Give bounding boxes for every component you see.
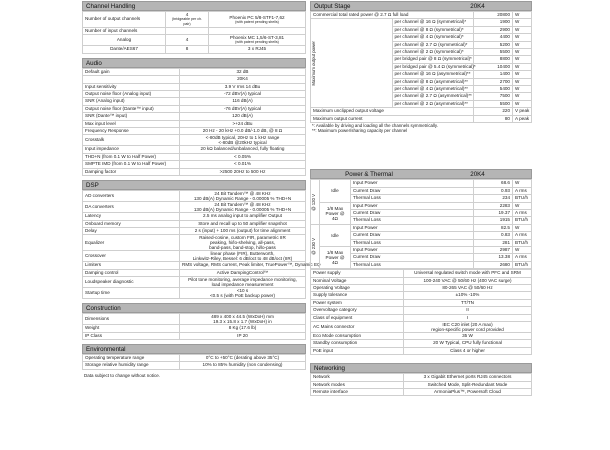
row-label: Output noise floor (Dante™ input) [83, 105, 180, 112]
section-header-channel-handling: Channel Handling [82, 1, 306, 11]
row-unit: W [513, 63, 532, 70]
row-label: per channel @ 4 Ω (asymmetrical)** [392, 86, 474, 93]
row-unit: A rms [513, 187, 532, 194]
row-value: 1400 [474, 71, 513, 78]
table-row [311, 374, 532, 381]
row-value: 20800 [474, 12, 513, 19]
row-value: 1915 [474, 217, 513, 224]
row-label: Delay [83, 227, 180, 234]
row-value: 32 dB [180, 68, 306, 75]
row-value: IEC C20 inlet (20 A max) region-specific power cord provided [404, 322, 532, 333]
row-unit: W [513, 246, 532, 253]
row-detail [209, 12, 306, 28]
row-value: -76 dBV(A) typical [180, 105, 306, 112]
table-row [311, 381, 532, 388]
row-value: 0.83 [474, 232, 513, 239]
row-value: Universal regulated switch mode with PFC and SRM [404, 270, 532, 277]
row-label: per channel @ 2 Ω (symmetrical)* [392, 49, 474, 56]
row-label: Maximum output current [311, 115, 474, 122]
row-value-sub: (bridgeable per ch. pair) [172, 17, 202, 26]
section-header-dsp: DSP [82, 180, 306, 190]
group-label: 1/8 Max Power @ 4Ω [320, 246, 351, 268]
row-unit: W [513, 202, 532, 209]
row-value: -72 dBV(A) typical [180, 91, 306, 98]
table-row [83, 202, 306, 213]
row-label: Thermal Loss [351, 195, 474, 202]
row-unit: W [513, 100, 532, 107]
table-row [83, 83, 306, 90]
row-label: Input Power [351, 202, 474, 209]
table-row [83, 332, 306, 339]
row-unit: W [513, 56, 532, 63]
row-label: Network modes [311, 381, 404, 388]
row-value: RMS voltage, RMS current, Peak limiter, TruePower™, Dynamic EQ [180, 262, 306, 269]
group-label: 1/8 Max Power @ 4Ω [320, 202, 351, 224]
table-row [83, 314, 306, 325]
table-row [83, 262, 306, 269]
row-label: Thermal Loss [351, 261, 474, 268]
output-stage-table [310, 11, 532, 123]
row-value: 68.6 [474, 180, 513, 187]
row-value: 489 x 400 x 44.5 (WxDxH) mm 19.3 x 15.8 x 1.7 (WxDxH) in [180, 314, 306, 325]
row-value: 234 [474, 195, 513, 202]
row-label: per channel @ 2.7 Ω (symmetrical)* [392, 41, 474, 48]
table-row [83, 120, 306, 127]
row-value: Pilot tone monitoring, average impedance monitoring, load impedance measurement [180, 277, 306, 288]
section-header-networking: Networking [310, 363, 532, 373]
row-label: Storage relative humidity range [83, 362, 180, 369]
side-label-text: Maximum output power [311, 41, 316, 86]
table-row [83, 153, 306, 160]
row-value: 220 [474, 108, 513, 115]
row-label: per bridged pair @ 5.4 Ω (symmetrical)* [392, 63, 474, 70]
side-label [311, 19, 393, 108]
row-value: 281 [474, 239, 513, 246]
row-label: per channel @ 2.7 Ω (asymmetrical)** [392, 93, 474, 100]
row-value: 4 [166, 35, 209, 46]
table-row [311, 202, 532, 209]
row-label: Maximum unclipped output voltage [311, 108, 474, 115]
table-row [311, 224, 532, 231]
table-row [83, 135, 306, 146]
table-row [83, 220, 306, 227]
row-value: 2680 [474, 261, 513, 268]
section-header-environmental: Environmental [82, 344, 306, 354]
row-value: 2700 [474, 78, 513, 85]
row-value: 5400 [474, 86, 513, 93]
row-label: SNR (Analog input) [83, 98, 180, 105]
row-label: DA converters [83, 202, 180, 213]
table-row [83, 277, 306, 288]
row-value: 8 [166, 46, 209, 53]
row-unit: BTU/h [513, 217, 532, 224]
row-label: Latency [83, 213, 180, 220]
row-value: 24 Bit Tandem™ @ 48 KHz 130 dB(A) Dynamic Range - 0.00005 % THD+N [180, 191, 306, 202]
row-value: ArmoniaPlus™, Powersoft Cloud [404, 389, 532, 396]
row-value: Class 4 or higher [404, 347, 532, 354]
row-value-main: 4 [185, 12, 189, 17]
power-thermal-title: Power & Thermal [345, 171, 393, 179]
row-label: Operating Voltage [311, 284, 404, 291]
row-value: 20 kΩ balanced/unbalanced, fully floating [180, 146, 306, 153]
row-detail [209, 35, 306, 46]
table-row [311, 314, 532, 321]
row-label: Supply tolerance [311, 292, 404, 299]
row-value: 2283 [474, 202, 513, 209]
section-header-power-thermal [310, 169, 532, 179]
row-value: 5500 [474, 49, 513, 56]
row-label: Crosstalk [83, 135, 180, 146]
row-value: 10% to 85% humidity (non condensing) [180, 362, 306, 369]
table-row [83, 213, 306, 220]
row-value: 2900 [474, 26, 513, 33]
row-unit: W [513, 34, 532, 41]
row-value [166, 12, 209, 28]
row-label: SNR (Dante™ input) [83, 113, 180, 120]
row-label: per channel @ 8 Ω (asymmetrical)** [392, 78, 474, 85]
row-label: per bridged pair @ 8 Ω (symmetrical)* [392, 56, 474, 63]
row-value: Switched Mode, Split-Redundant Mode [404, 381, 532, 388]
row-unit: A rms [513, 254, 532, 261]
voltage-label [311, 180, 320, 224]
power-groups-table [310, 179, 532, 269]
row-label: Max input level [83, 120, 180, 127]
row-value: 20K4 [180, 76, 306, 83]
row-label: AD converters [83, 191, 180, 202]
output-stage-column-label: 20K4 [470, 3, 485, 10]
power-table [310, 269, 532, 355]
table-row [311, 347, 532, 354]
row-value: linear phase (FIR), Butterworth, Linkwitz-Riley, Bessel: 6 dB/oct to 48 dB/oct (IIR) [180, 251, 306, 262]
row-label: Current Draw [351, 254, 474, 261]
audio-table [82, 68, 306, 176]
row-label: per channel @ 16 Ω (asymmetrical)** [392, 71, 474, 78]
row-detail-sub: (with patent pending shells) [235, 19, 279, 24]
table-row [83, 251, 306, 262]
table-row [311, 340, 532, 347]
row-label: SMPTE IMD (from 0.1 W to Half Power) [83, 161, 180, 168]
row-value: 82.5 [474, 224, 513, 231]
row-label: Eco Mode consumption [311, 333, 404, 340]
row-label: Weight [83, 325, 180, 332]
row-value: 20 W Typical, CPU fully functional [404, 340, 532, 347]
row-unit: W [513, 180, 532, 187]
row-unit: BTU/h [513, 195, 532, 202]
row-label: Power system [311, 299, 404, 306]
table-row [83, 288, 306, 299]
row-unit: W [513, 49, 532, 56]
table-row [311, 292, 532, 299]
row-value: 5200 [474, 41, 513, 48]
row-unit: W [513, 26, 532, 33]
row-value: 5500 [474, 100, 513, 107]
row-value: 3 x Gigabit Ethernet ports RJ45 connectors [404, 374, 532, 381]
row-unit: A rms [513, 232, 532, 239]
table-row [311, 299, 532, 306]
table-row [311, 246, 532, 253]
row-label: per channel @ 16 Ω (symmetrical)* [392, 19, 474, 26]
row-unit: W [513, 93, 532, 100]
row-label: Loudspeaker diagnostic [83, 277, 180, 288]
section-header-audio: Audio [82, 58, 306, 68]
row-value: < 0.05% [180, 153, 306, 160]
table-row [311, 389, 532, 396]
row-value: >2500 20Hz to 500 Hz [180, 168, 306, 175]
row-label: Frequency Response [83, 128, 180, 135]
row-value: ±10% -10% [404, 292, 532, 299]
row-value: 1900 [474, 19, 513, 26]
row-label: Number of output channels [83, 12, 166, 28]
row-label: Input Power [351, 180, 474, 187]
networking-table [310, 373, 532, 396]
right-column [310, 0, 532, 396]
table-row [311, 270, 532, 277]
voltage-label [311, 224, 320, 268]
row-label: Input impedance [83, 146, 180, 153]
row-value: 13.38 [474, 254, 513, 261]
table-row [83, 325, 306, 332]
row-value: 116 dB(A) [180, 98, 306, 105]
row-detail-sub: (with patent pending shells) [235, 40, 279, 45]
row-unit: W [513, 41, 532, 48]
row-label: AC Mains connector [311, 322, 404, 333]
row-unit: W [513, 86, 532, 93]
row-label [83, 76, 180, 83]
row-label: Overvoltage category [311, 307, 404, 314]
row-value [166, 28, 209, 35]
table-row [311, 333, 532, 340]
voltage-label-text: @ 230 V [311, 238, 316, 255]
table-row [83, 46, 306, 53]
row-label: Current Draw [351, 232, 474, 239]
row-value: 3.9 V rms 14 dBu [180, 83, 306, 90]
table-row [83, 161, 306, 168]
row-value: TT/TN [404, 299, 532, 306]
row-value: 8800 [474, 56, 513, 63]
row-label: Crossover [83, 251, 180, 262]
row-label: Remote interface [311, 389, 404, 396]
table-row [83, 191, 306, 202]
table-row [83, 168, 306, 175]
row-unit: A peak [513, 115, 532, 122]
table-row [83, 28, 306, 35]
row-value: IP 20 [180, 332, 306, 339]
row-label: per channel @ 4 Ω (symmetrical)* [392, 34, 474, 41]
row-detail: 3 x RJ45 [209, 46, 306, 53]
row-value: Active DampingControl™ [180, 269, 306, 276]
construction-table [82, 313, 306, 340]
table-row [311, 322, 532, 333]
row-value: 35 W [404, 333, 532, 340]
row-label: per channel @ 2 Ω (asymmetrical)** [392, 100, 474, 107]
row-label: Class of equipment [311, 314, 404, 321]
row-label: Onboard memory [83, 220, 180, 227]
table-row [83, 76, 306, 83]
row-label: IP Class [83, 332, 180, 339]
group-label: Idle [320, 180, 351, 202]
table-row [311, 180, 532, 187]
row-label: Input sensitivity [83, 83, 180, 90]
row-value: II [404, 307, 532, 314]
row-unit: V peak [513, 108, 532, 115]
row-value: >+24 dBu [180, 120, 306, 127]
row-value: 2.5 ms analog input to amplifier Output [180, 213, 306, 220]
table-row [311, 115, 532, 122]
row-value: 2987 [474, 246, 513, 253]
table-row [83, 98, 306, 105]
row-value: 24 Bit Tandem™ @ 48 KHz 130 dB(A) Dynamic Range - 0.00005 % THD+N [180, 202, 306, 213]
section-header-output-stage [310, 1, 532, 11]
row-detail-main: Phoenix PC 5/8-STF1-7,62 [229, 14, 285, 20]
row-label: PoE input [311, 347, 404, 354]
table-row [311, 12, 532, 19]
row-value: 19.37 [474, 209, 513, 216]
row-unit: BTU/h [513, 261, 532, 268]
power-thermal-column-label: 20K4 [470, 171, 485, 179]
row-value: 10400 [474, 63, 513, 70]
row-label: Dante/AES67 [83, 46, 166, 53]
table-row [83, 146, 306, 153]
table-row [311, 277, 532, 284]
footnote: Data subject to change without notice. [84, 372, 161, 378]
table-row [83, 68, 306, 75]
row-unit: BTU/h [513, 239, 532, 246]
row-label: Startup time [83, 288, 180, 299]
table-row [311, 284, 532, 291]
row-label: Input Power [351, 246, 474, 253]
row-value: Raised-cosine, custom FIR, parametric IIR peaking, hi/lo-shelving, all-pass, band-pass, band-stop, hi/lo-pass [180, 235, 306, 251]
row-label: Damping control [83, 269, 180, 276]
row-value: 20 Hz - 20 kHz +0.0 dB/-1.0 dB, @ 8 Ω [180, 128, 306, 135]
table-row [83, 354, 306, 361]
table-row [83, 128, 306, 135]
table-row [83, 269, 306, 276]
table-row [83, 362, 306, 369]
table-row [83, 12, 306, 28]
row-unit: W [513, 19, 532, 26]
row-value: I [404, 314, 532, 321]
row-unit: W [513, 78, 532, 85]
table-row [83, 35, 306, 46]
environmental-table [82, 354, 306, 370]
row-unit: A rms [513, 209, 532, 216]
row-value: < 0.01% [180, 161, 306, 168]
table-row [311, 108, 532, 115]
row-label: per channel @ 8 Ω (symmetrical)* [392, 26, 474, 33]
row-value: 2 s (input) + 100 ms (output) for time alignment [180, 227, 306, 234]
row-label: Current Draw [351, 187, 474, 194]
row-label: Damping factor [83, 168, 180, 175]
row-label: Analog [83, 35, 166, 46]
table-row [311, 307, 532, 314]
row-unit: W [513, 71, 532, 78]
row-value: 80-265 VAC @ 50/60 Hz [404, 284, 532, 291]
row-label: Thermal Loss [351, 239, 474, 246]
group-label: Idle [320, 224, 351, 246]
row-detail [209, 28, 306, 35]
row-unit: W [513, 224, 532, 231]
table-row [83, 227, 306, 234]
row-label: Commercial total rated power @ 2.7 Ω full load [311, 12, 474, 19]
row-label: Equalizer [83, 235, 180, 251]
row-value: 80 [474, 115, 513, 122]
row-value: 0.93 [474, 187, 513, 194]
row-value: <-80dB typical, 20Hz to 1 kHz range <-80dB @20kHz typical [180, 135, 306, 146]
table-row [311, 19, 532, 26]
row-label: Operating temperature range [83, 354, 180, 361]
row-label: Number of input channels [83, 28, 166, 35]
table-row [83, 105, 306, 112]
row-label: Output noise floor (Analog input) [83, 91, 180, 98]
row-label: Limiters [83, 262, 180, 269]
table-row [83, 91, 306, 98]
section-header-construction: Construction [82, 303, 306, 313]
row-label: Dimensions [83, 314, 180, 325]
row-label: Standby consumption [311, 340, 404, 347]
row-value: <10 s <0.5 s (with PoE backup power) [180, 288, 306, 299]
row-value: 120 dB(A) [180, 113, 306, 120]
row-label: Network [311, 374, 404, 381]
row-value: 7500 [474, 93, 513, 100]
row-label: Nominal Voltage [311, 277, 404, 284]
row-label: Thermal Loss [351, 217, 474, 224]
output-stage-notes: *: Available by driving and loading all the channels symmetrically. **: Maximum power/sharing capacity per channel [312, 123, 439, 133]
row-detail-main: Phoenix MC 1,5/6-ST-3,81 [229, 35, 285, 41]
table-row [83, 113, 306, 120]
voltage-label-text: @ 120 V [311, 193, 316, 211]
row-label: Current Draw [351, 209, 474, 216]
row-unit: W [513, 12, 532, 19]
row-value: 4400 [474, 34, 513, 41]
row-value: 8 Kg (17.6 lb) [180, 325, 306, 332]
channel-handling-table [82, 11, 306, 54]
row-value: Store and recall up to 50 amplifier snapshot [180, 220, 306, 227]
row-label: THD+N (from 0.1 W to Half Power) [83, 153, 180, 160]
row-label: Default gain [83, 68, 180, 75]
row-value: 100-240 VAC @ 50/60 Hz (400 VAC surge) [404, 277, 532, 284]
row-label: Input Power [351, 224, 474, 231]
row-value: 0°C to +50°C (derating above 35°C) [180, 354, 306, 361]
output-stage-title: Output Stage [314, 3, 351, 10]
row-label: Power supply [311, 270, 404, 277]
table-row [83, 235, 306, 251]
